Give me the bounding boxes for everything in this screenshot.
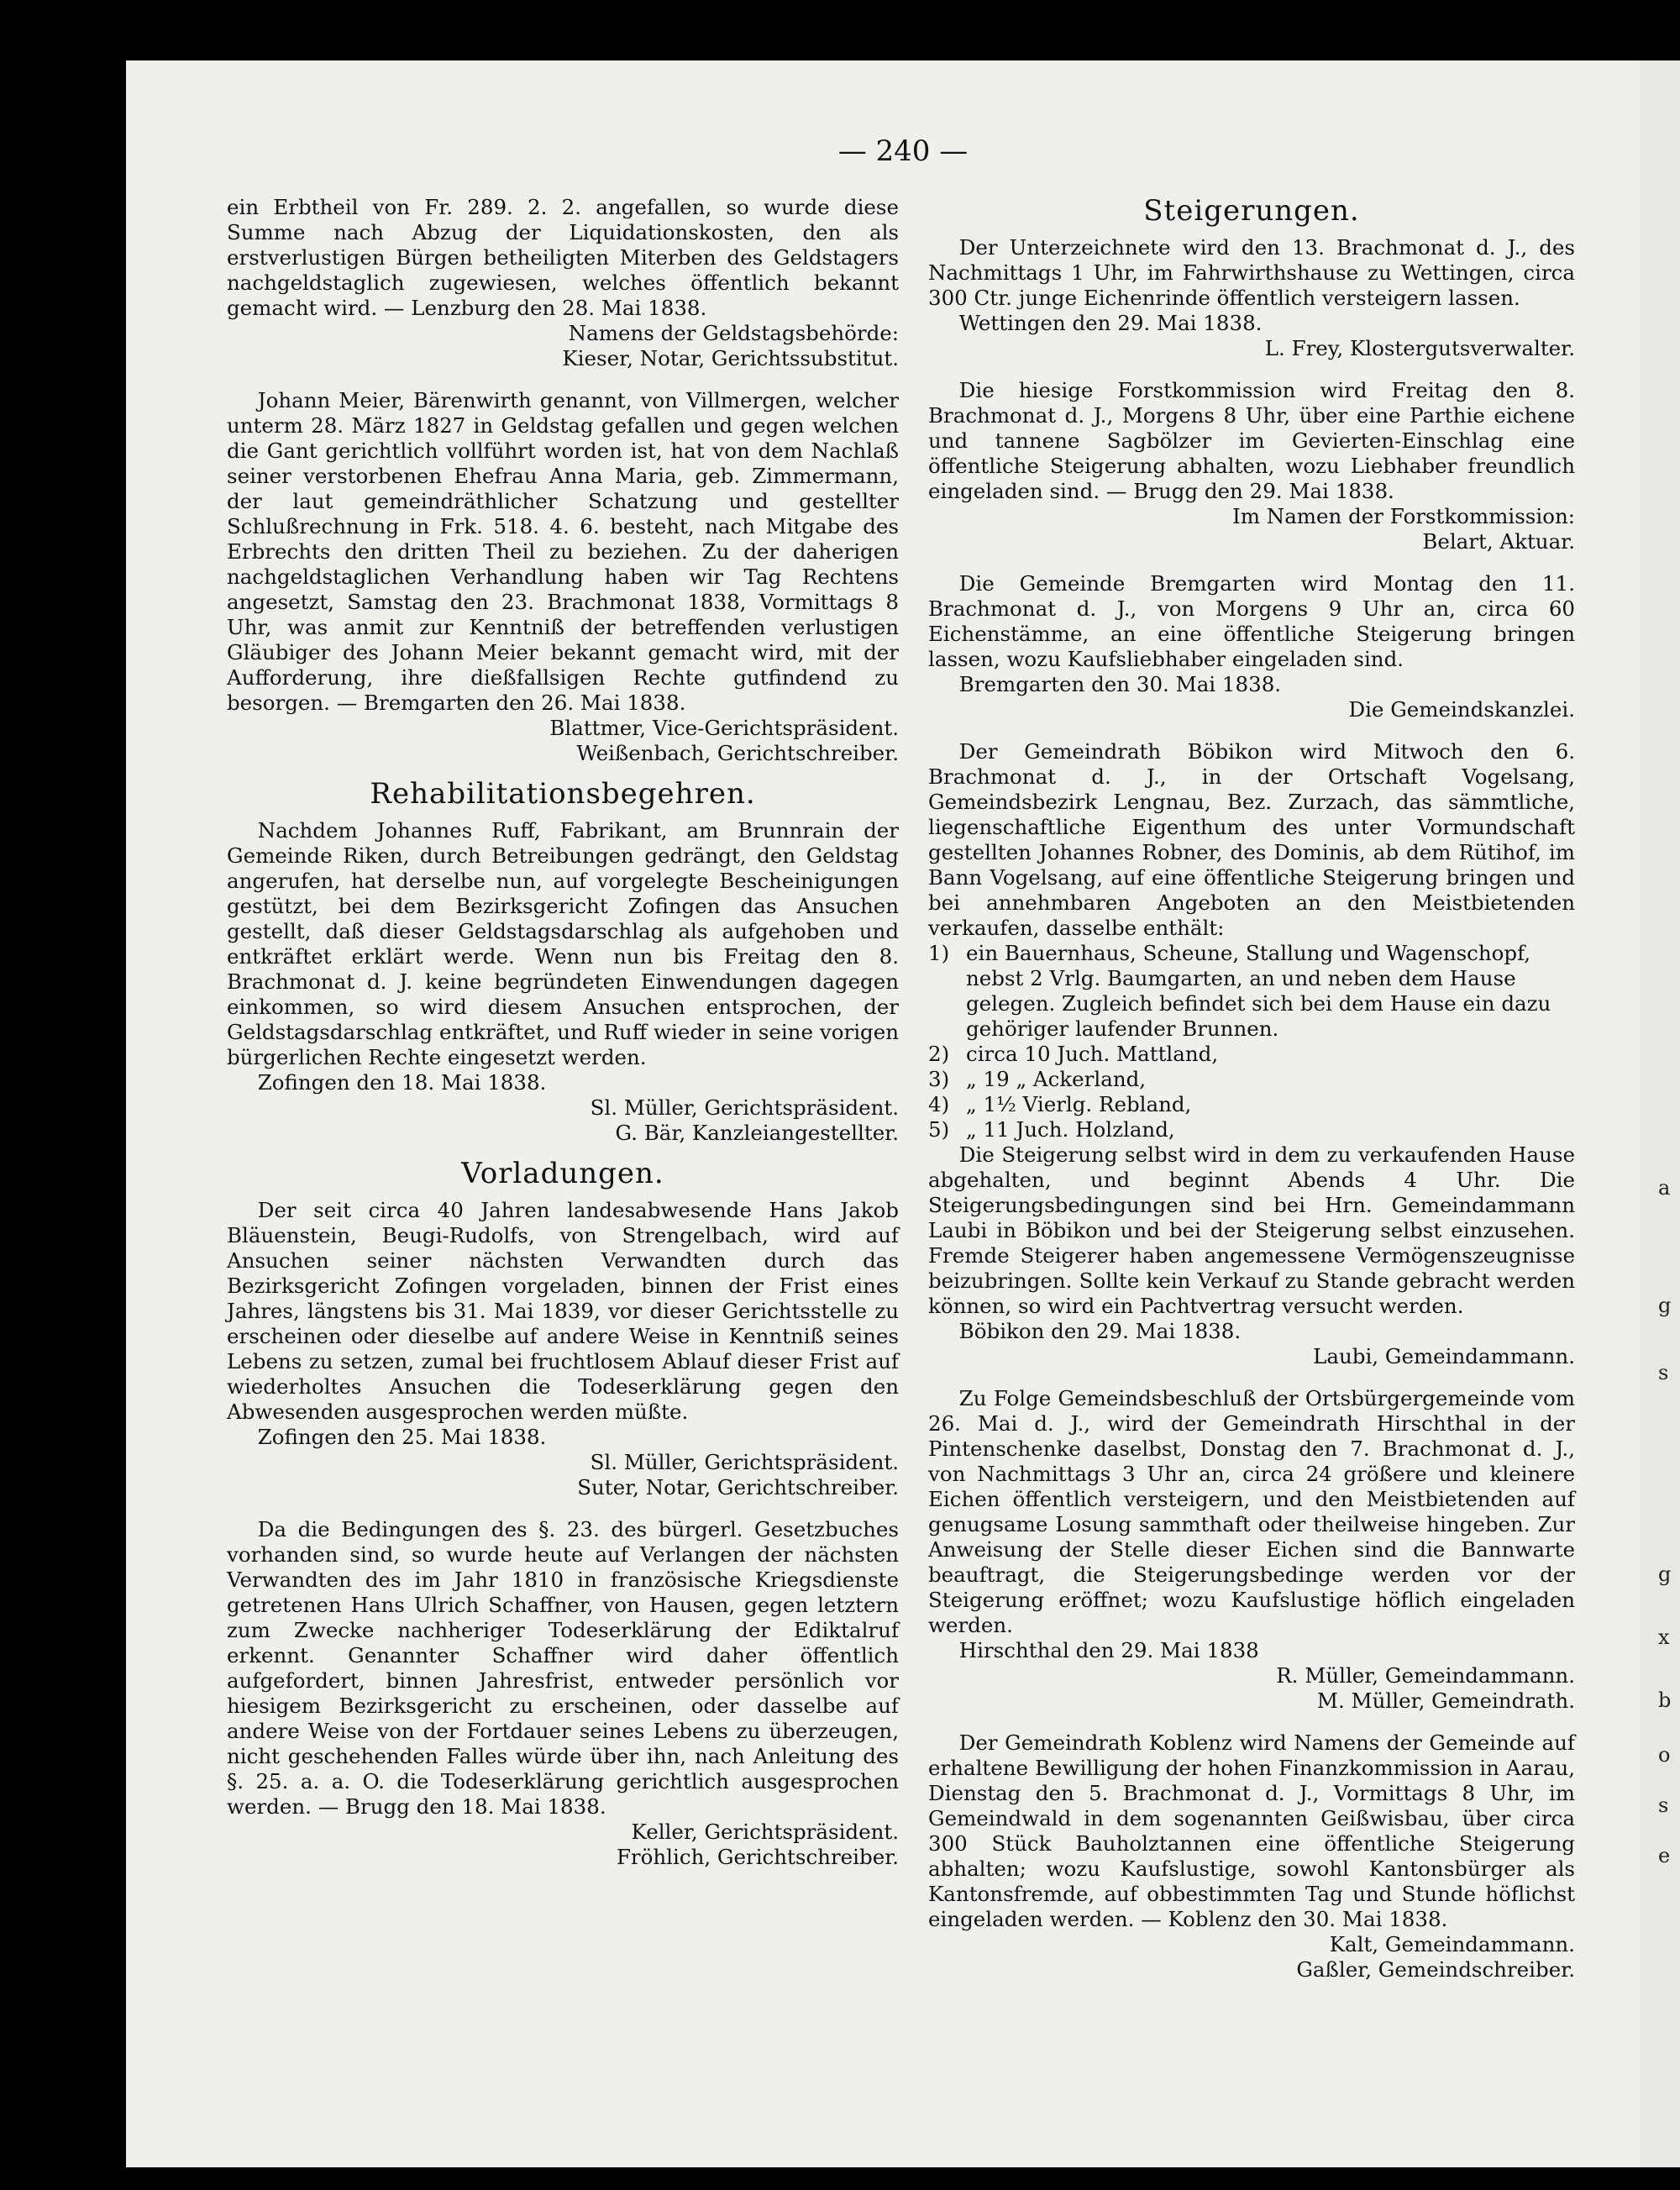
notice-forstkommission-brugg: Die hiesige Forstkommission wird Freitag den 8. Brachmonat d. J., Morgens 8 Uhr, über eine Parthie eichene und tannene Sagbölzer im Gevierten-Einschlag eine öffentliche Steigerung abhalten, wozu Liebhaber freundlich eingeladen sind. — Brugg den 29. Mai 1838. Im Namen der Forstkommission: Belart, Aktuar. [928, 378, 1575, 554]
margin-char: b [1658, 1688, 1672, 1712]
margin-char: x [1658, 1625, 1670, 1649]
notice-schaffner: Da die Bedingungen des §. 23. des bürgerl. Gesetzbuches vorhanden sind, so wurde heute auf Verlangen der nächsten Verwandten des im Jahr 1810 in französische Kriegsdienste getretenen Hans Ulrich Schaffner, von Hausen, gegen letztern zum Zwecke nachheriger Todeserklärung der Ediktalruf erkennt. Genannter Schaffner wird daher öffentlich aufgefordert, binnen Jahresfrist, entweder persönlich vor hiesigem Bezirksgericht zu erscheinen, oder dasselbe auf andere Weise von der Fortdauer seines Lebens zu überzeugen, nicht geschehenden Falles würde über ihn, nach Anleitung des §. 25. a. a. O. die Todeserklärung gerichtlich ausgesprochen werden. — Brugg den 18. Mai 1838. Keller, Gerichtspräsident. Fröhlich, Gerichtschreiber. [227, 1517, 899, 1869]
margin-char: s [1658, 1361, 1669, 1384]
margin-char: g [1658, 1294, 1672, 1317]
section-heading-rehabilitation: Rehabilitationsbegehren. [370, 777, 756, 811]
margin-char: e [1658, 1844, 1671, 1867]
section-heading-steigerungen: Steigerungen. [1143, 194, 1360, 228]
list-item: 3) „ 19 „ Ackerland, [928, 1067, 1147, 1091]
page-number: — 240 — [837, 134, 969, 168]
notice-bremgarten: Die Gemeinde Bremgarten wird Montag den 11. Brachmonat d. J., von Morgens 9 Uhr an, circa 60 Eichenstämme, an eine öffentliche Steigerung bringen lassen, wozu Kaufsliebhaber eingeladen sind. Bremgarten den 30. Mai 1838. Die Gemeindskanzlei. [928, 571, 1575, 722]
notice-erbtheil: ein Erbtheil von Fr. 289. 2. 2. angefallen, so wurde diese Summe nach Abzug der Liquidationskosten, den als erstverlustigen Bürgen betheiligten Miterben des Geldstagers nachgeldstaglich zugewiesen, welches öffentlich bekannt gemacht wird. — Lenzburg den 28. Mai 1838. Namens der Geldstagsbehörde: Kieser, Notar, Gerichtssubstitut. [227, 195, 899, 370]
notice-boebikon: Der Gemeindrath Böbikon wird Mitwoch den 6. Brachmonat d. J., in der Ortschaft Vogelsang, Gemeindsbezirk Lengnau, Bez. Zurzach, das sämmtliche, liegenschaftliche Eigenthum des unter Vormundschaft gestellten Johannes Robner, des Dominis, ab dem Rütihof, im Bann Vogelsang, auf eine öffentliche Steigerung bringen und bei annehmbaren Angeboten an den Meistbietenden verkaufen, dasselbe enthält: 1) ein Bauernhaus, Scheune, Stallung und Wagenschopf, nebst 2 Vrlg. Baumgarten, an und neben dem Hause gelegen. Zugleich befindet sich bei dem Hause ein dazu gehöriger laufender Brunnen. 2) circa 10 Juch. Mattland, 3) „ 19 „ Ackerland, 4) „ 1½ Vierlg. Rebland, 5) „ 11 Juch. Holzland, Die Steigerung selbst wird in dem zu verkaufenden Hause abgehalten, und beginnt Abends 4 Uhr. Die Steigerungsbedingungen sind bei Hrn. Gemeindammann Laubi in Böbikon und bei der Steigerung selbst einzusehen. Fremde Steigerer haben angemessene Vermögenszeugnisse beizubringen. Sollte kein Verkauf zu Stande gebracht werden können, so wird ein Pachtvertrag versucht werden. Böbikon den 29. Mai 1838. Laubi, Gemeindammann. [928, 739, 1575, 1368]
notice-wettingen: Der Unterzeichnete wird den 13. Brachmonat d. J., des Nachmittags 1 Uhr, im Fahrwirthshause zu Wettingen, circa 300 Ctr. junge Eichenrinde öffentlich versteigern lassen. Wettingen den 29. Mai 1838. L. Frey, Klostergutsverwalter. [928, 235, 1575, 360]
margin-char: o [1658, 1743, 1671, 1767]
list-item: 4) „ 1½ Vierlg. Rebland, [928, 1092, 1192, 1116]
margin-char: s [1658, 1793, 1669, 1817]
notice-johannes-ruff: Nachdem Johannes Ruff, Fabrikant, am Brunnrain der Gemeinde Riken, durch Betreibungen gedrängt, den Geldstag angerufen, hat derselbe nun, auf vorgelegte Bescheinigungen gestützt, bei dem Bezirksgericht Zofingen das Ansuchen gestellt, daß dieser Geldstagsdarschlag als aufgehoben und entkräftet erklärt werde. Wenn nun bis Freitag den 8. Brachmonat d. J. keine begründeten Einwendungen dagegen einkommen, so wird diesem Ansuchen entsprochen, der Geldstagsdarschlag entkräftet, und Ruff wieder in seine vorigen bürgerlichen Rechte eingesetzt werden. Zofingen den 18. Mai 1838. Sl. Müller, Gerichtspräsident. G. Bär, Kanzleiangestellter. [227, 818, 899, 1145]
margin-char: a [1658, 1176, 1671, 1200]
notice-koblenz: Der Gemeindrath Koblenz wird Namens der Gemeinde auf erhaltene Bewilligung der hohen Finanzkommission in Aarau, Dienstag den 5. Brachmonat d. J., Vormittags 8 Uhr, im Gemeindwald in dem sogenannten Geißwisbau, über circa 300 Stück Bauholztannen eine öffentliche Steigerung abhalten; wozu Kaufslustige, sowohl Kantonsbürger als Kantonsfremde, auf obbestimmten Tag und Stunde höflichst eingeladen werden. — Koblenz den 30. Mai 1838. Kalt, Gemeindammann. Gaßler, Gemeindschreiber. [928, 1730, 1575, 1982]
notice-hirschthal: Zu Folge Gemeindsbeschluß der Ortsbürgergemeinde vom 26. Mai d. J., wird der Gemeindrath Hirschthal in der Pintenschenke daselbst, Donstag den 7. Brachmonat d. J., von Nachmittags 3 Uhr an, circa 24 größere und kleinere Eichen öffentlich versteigern, und den Meistbietenden auf genugsame Losung sammthaft oder theilweise hingeben. Zur Anweisung der Stelle dieser Eichen sind die Bannwarte beauftragt, die Steigerungsbedinge werden vor der Steigerung eröffnet; wozu Kaufslustige höflich eingeladen werden. Hirschthal den 29. Mai 1838 R. Müller, Gemeindammann. M. Müller, Gemeindrath. [928, 1386, 1575, 1713]
list-item: 5) „ 11 Juch. Holzland, [928, 1117, 1175, 1142]
list-item: 1) ein Bauernhaus, Scheune, Stallung und Wagenschopf, nebst 2 Vrlg. Baumgarten, an und neben dem Hause gelegen. Zugleich befindet sich bei dem Hause ein dazu gehöriger laufender Brunnen. [928, 941, 1551, 1041]
section-heading-vorladungen: Vorladungen. [461, 1157, 664, 1190]
list-item: 2) circa 10 Juch. Mattland, [928, 1042, 1219, 1066]
notice-blaeuenstein: Der seit circa 40 Jahren landesabwesende Hans Jakob Bläuenstein, Beugi-Rudolfs, von Strengelbach, wird auf Ansuchen seiner nächsten Verwandten durch das Bezirksgericht Zofingen vorgeladen, binnen der Frist eines Jahres, längstens bis 31. Mai 1839, vor dieser Gerichtsstelle zu erscheinen oder dieselbe auf andere Weise in Kenntniß seines Lebens zu setzen, zumal bei fruchtlosem Ablauf dieser Frist auf wiederholtes Ansuchen die Todeserklärung gegen den Abwesenden ausgesprochen werden müßte. Zofingen den 25. Mai 1838. Sl. Müller, Gerichtspräsident. Suter, Notar, Gerichtschreiber. [227, 1198, 899, 1499]
right-column [928, 195, 1575, 1983]
margin-char: g [1658, 1562, 1672, 1586]
left-column [227, 195, 899, 1870]
notice-johann-meier: Johann Meier, Bärenwirth genannt, von Villmergen, welcher unterm 28. März 1827 in Geldstag gefallen und gegen welchen die Gant gerichtlich vollführt worden ist, hat von dem Nachlaß seiner verstorbenen Ehefrau Anna Maria, geb. Zimmermann, der laut gemeindräthlicher Schatzung und gestellter Schlußrechnung in Frk. 518. 4. 6. besteht, nach Mitgabe des Erbrechts den dritten Theil zu beziehen. Zu der daherigen nachgeldstaglichen Verhandlung haben wir Tag Rechtens angesetzt, Samstag den 23. Brachmonat 1838, Vormittags 8 Uhr, was anmit zur Kenntniß der betreffenden verlustigen Gläubiger des Johann Meier bekannt gemacht wird, mit der Aufforderung, ihre dießfallsigen Rechte gutfindend zu besorgen. — Bremgarten den 26. Mai 1838. Blattmer, Vice-Gerichtspräsident. Weißenbach, Gerichtschreiber. [227, 388, 899, 765]
property-list [928, 941, 1575, 1142]
